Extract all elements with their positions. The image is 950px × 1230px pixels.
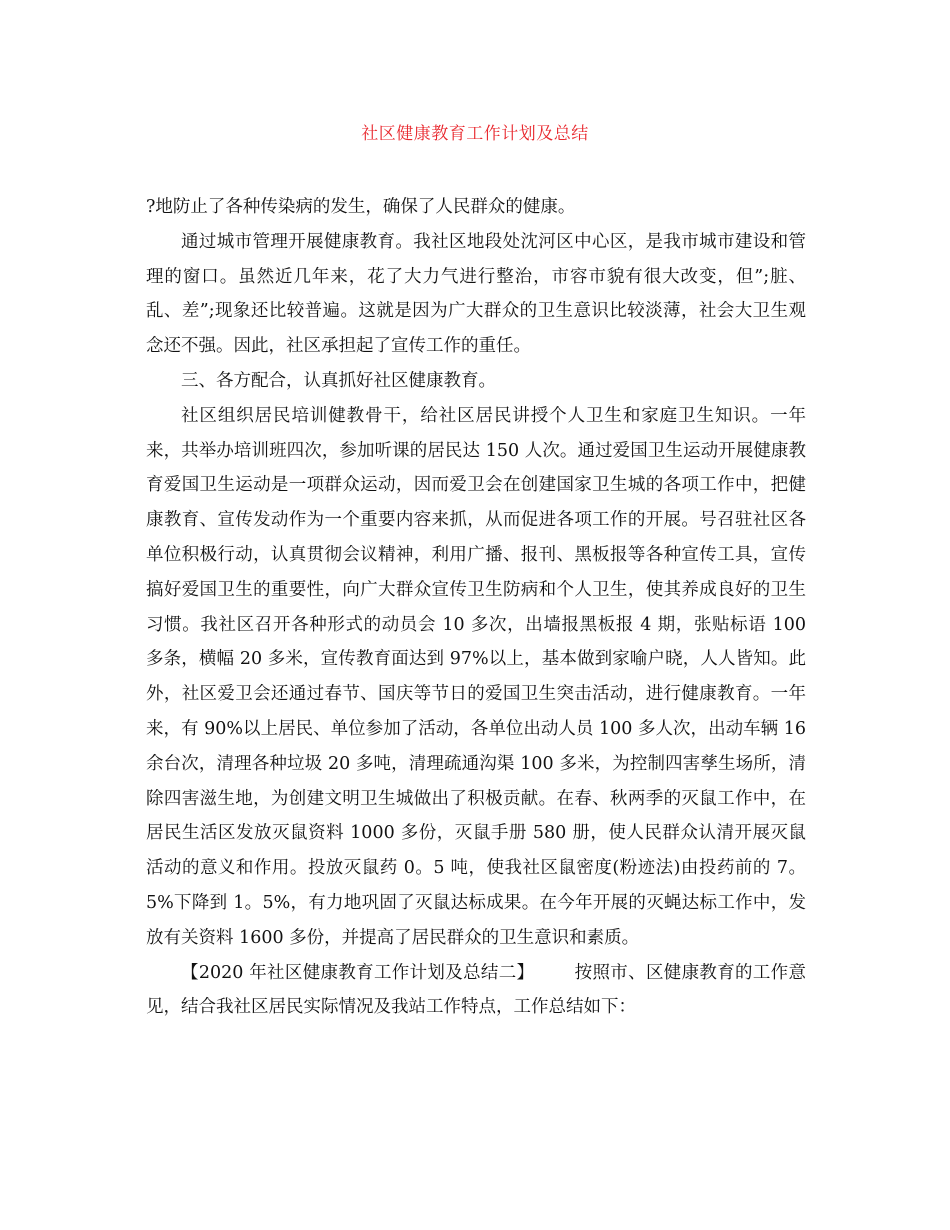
section-heading-three: 三、各方配合，认真抓好社区健康教育。 (181, 370, 496, 391)
document-body (146, 190, 806, 1025)
paragraph-continuation: ?地防止了各种传染病的发生，确保了人民群众的健康。 (146, 197, 576, 217)
part-two-intro: 按照市、区健康教育的工作意见，结合我社区居民实际情况及我站工作特点，工作总结如下： (146, 962, 806, 1018)
document-title: 社区健康教育工作计划及总结 (361, 124, 589, 144)
paragraph-city-management: 通过城市管理开展健康教育。我社区地段处沈河区中心区，是我市城市建设和管理的窗口。虽然近几年来，花了大力气进行整治，市容市貌有很大改变，但”;脏、乱、差”;现象还比较普遍。这就是因为广大群众的卫生意识比较淡薄，社会大卫生观念还不强。因此，社区承担起了宣传工作的重任。 (146, 231, 806, 357)
paragraph-closing (146, 956, 806, 1026)
part-two-heading: 【2020 年社区健康教育工作计划及总结二】 (181, 962, 535, 983)
paragraph-community-activities: 社区组织居民培训健教骨干，给社区居民讲授个人卫生和家庭卫生知识。一年来，共举办培训班四次，参加听课的居民达 150 人次。通过爱国卫生运动开展健康教育爱国卫生运动是一项群众运动，因而爱卫会在创建国家卫生城的各项工作中，把健康教育、宣传发动作为一个重要内容来抓，从而促进各项工作的开展。号召驻社区各单位积极行动，认真贯彻会议精神，利用广播、报刊、黑板报等各种宣传工具，宣传搞好爱国卫生的重要性，向广大群众宣传卫生防病和个人卫生，使其养成良好的卫生习惯。我社区召开各种形式的动员会 10 多次，出墙报黑板报 4 期，张贴标语 100 多条，横幅 20 多米，宣传教育面达到 97%以上，基本做到家喻户晓，人人皆知。此外，社区爱卫会还通过春节、国庆等节日的爱国卫生突击活动，进行健康教育。一年来，有 90%以上居民、单位参加了活动，各单位出动人员 100 多人次，出动车辆 16 余台次，清理各种垃圾 20 多吨，清理疏通沟渠 100 多米，为控制四害孳生场所，清除四害滋生地，为创建文明卫生城做出了积极贡献。在春、秋两季的灭鼠工作中，在居民生活区发放灭鼠资料 1000 多份，灭鼠手册 580 册，使人民群众认清开展灭鼠活动的意义和作用。投放灭鼠药 0。5 吨，使我社区鼠密度(粉迹法)由投药前的 7。5%下降到 1。5%，有力地巩固了灭鼠达标成果。在今年开展的灭蝇达标工作中，发放有关资料 1600 多份，并提高了居民群众的卫生意识和素质。 (146, 405, 806, 948)
